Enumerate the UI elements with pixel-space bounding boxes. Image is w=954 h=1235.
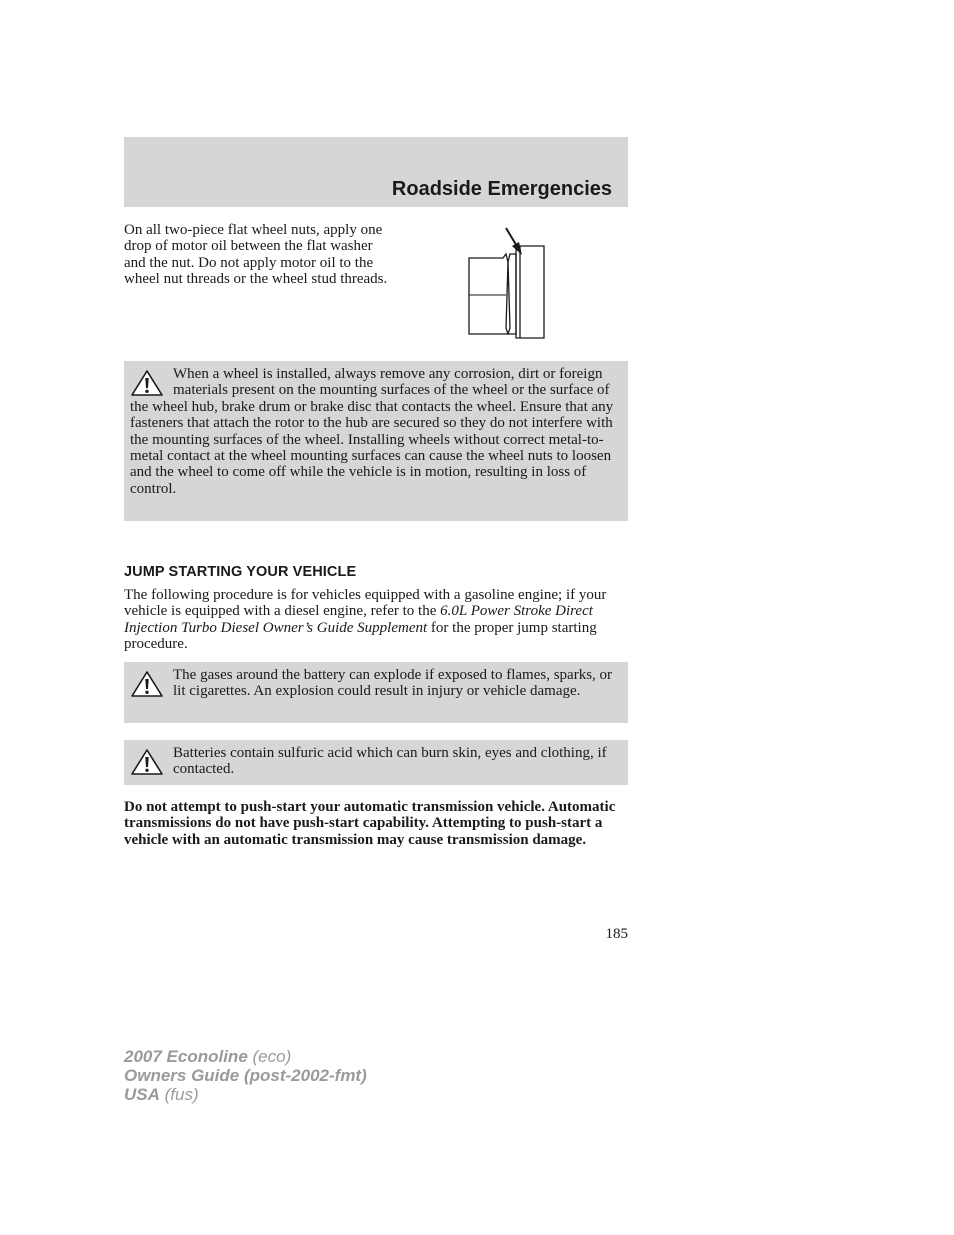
footer-model: 2007 Econoline [124,1047,248,1066]
footer-market-code: (fus) [159,1085,199,1104]
warning-triangle-icon [130,748,164,776]
footer-market: USA [124,1085,160,1104]
warning-text: Batteries contain sulfuric acid which can burn skin, eyes and clothing, if contacted. [173,745,607,778]
warning-text: The gases around the battery can explode if exposed to flames, sparks, or lit cigarettes. An explosion could result in injury or vehicle damage. [173,667,613,700]
warning-box-battery-acid [124,740,628,785]
wheel-nut-instructions: On all two-piece flat wheel nuts, apply one drop of motor oil between the flat washer and the nut. Do not apply motor oil to the wheel nut threads or the wheel stud threads. [124,222,388,288]
jump-text-after: for the proper jump starting procedure. [124,619,597,653]
page-number: 185 [605,926,628,942]
warning-text: When a wheel is installed, always remove any corrosion, dirt or foreign materials present on the mounting surfaces of the wheel or the surface of the wheel hub, brake drum or brake disc that contacts the wheel. Ensure that any fasteners that attach the rotor to the hub are secured so they do not interfere with the mounting surfaces of the wheel. Installing wheels without correct metal-to-metal contact at the wheel mounting surfaces can cause the wheel nuts to loosen and the wheel to come off while the vehicle is in motion, resulting in loss of control. [130,366,614,497]
warning-box-wheel-installation [124,361,628,521]
wheel-nut-diagram-icon [460,224,560,346]
pointer-arrow-icon [506,228,522,255]
warning-box-battery-gases [124,662,628,723]
warning-triangle-icon [130,670,164,698]
jump-starting-intro [124,587,628,653]
flat-washer [508,254,516,334]
footer-guide: Owners Guide (post-2002-fmt) [124,1066,367,1085]
section-title: Roadside Emergencies [391,178,612,200]
push-start-caution: Do not attempt to push-start your automatic transmission vehicle. Automatic transmissions do not have push-start capability. Attempting to push-start a vehicle with an automatic transmission may cause transmission damage. [124,799,616,848]
jump-text-before: The following procedure is for vehicles equipped with a gasoline engine; if your vehicle is equipped with a diesel engine, refer to the [124,587,607,620]
jump-starting-heading: JUMP STARTING YOUR VEHICLE [124,564,357,580]
section-header-bar [124,137,628,207]
nut-body [469,254,508,334]
document-footer [124,1047,367,1104]
diesel-supplement-title: 6.0L Power Stroke Direct Injection Turbo Diesel Owner’s Guide Supplement [124,603,593,636]
warning-triangle-icon [130,369,164,397]
footer-model-code: (eco) [247,1047,292,1066]
